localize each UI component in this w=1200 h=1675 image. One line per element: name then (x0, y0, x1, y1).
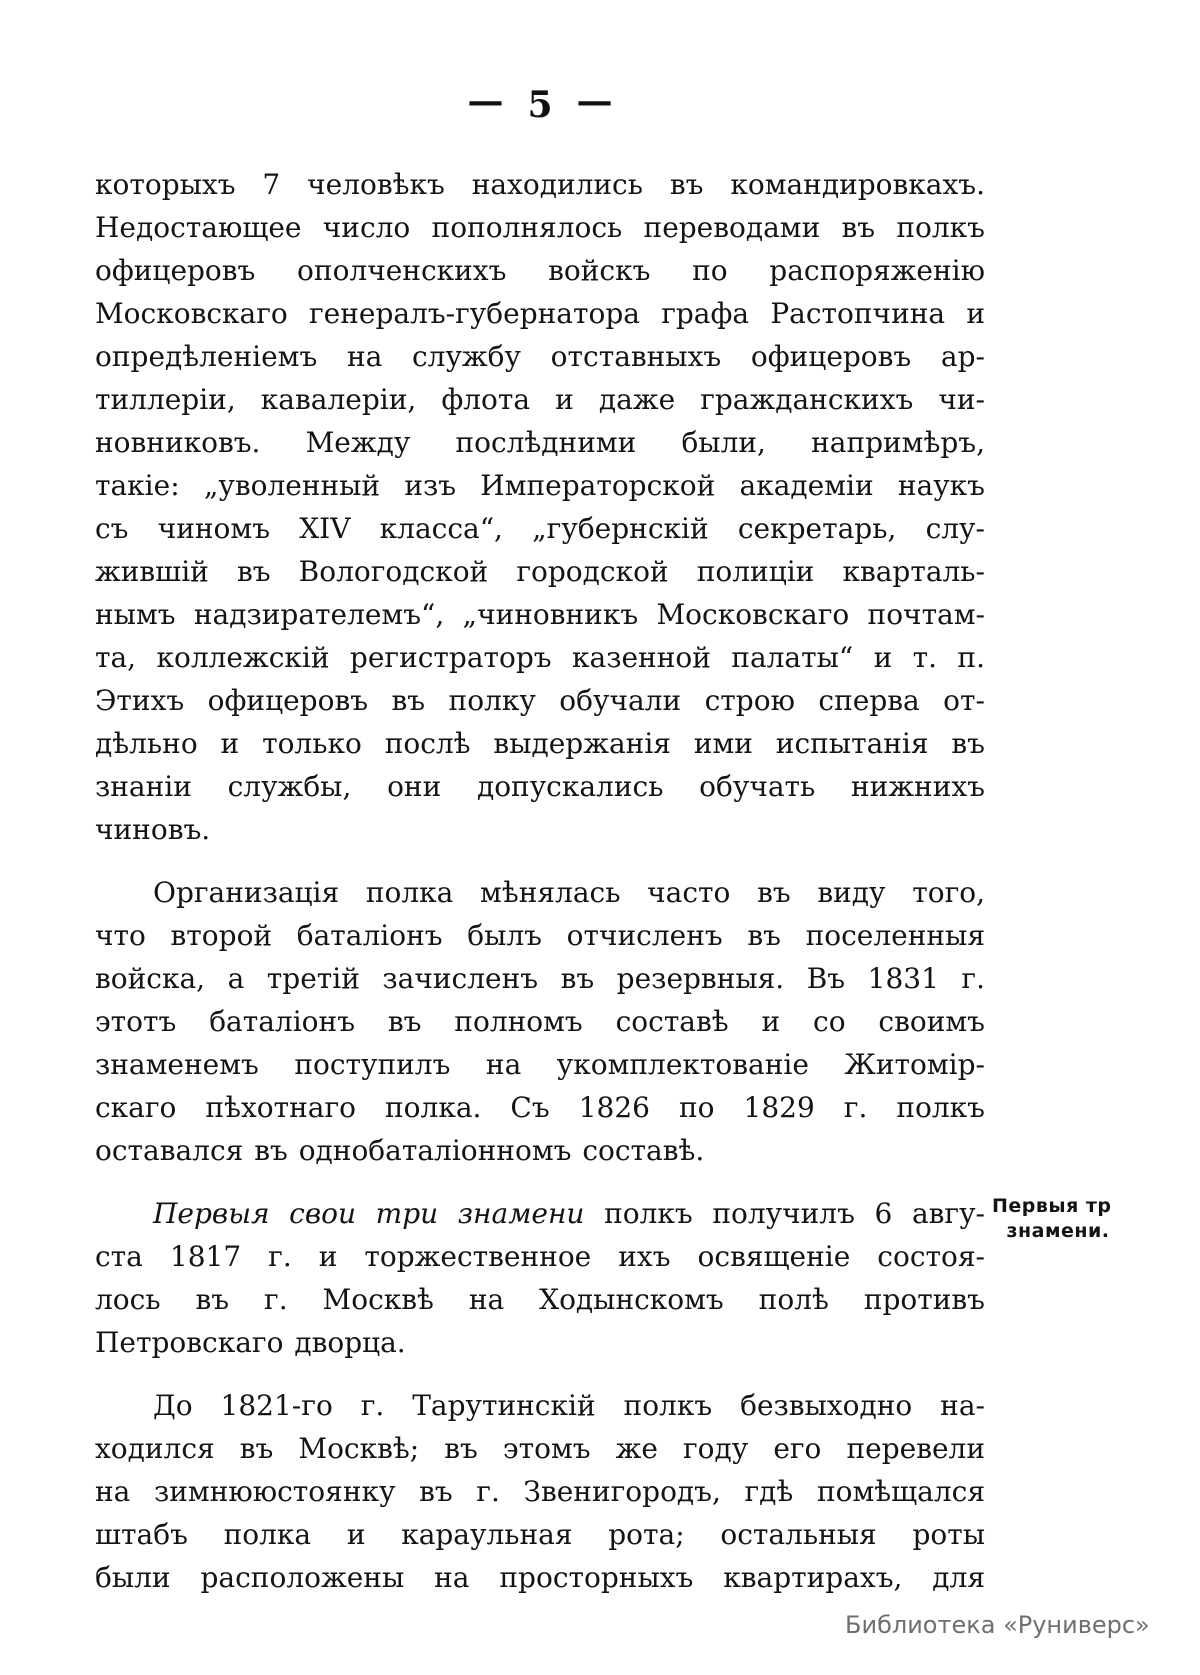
text-line: Московскаго генералъ-губернатора графа Растопчина и (95, 297, 985, 330)
text-line: оставался въ однобаталіонномъ составѣ. (95, 1134, 705, 1167)
text-line: войска, а третій зачисленъ въ резервныя. Въ 1831 г. (95, 962, 985, 995)
text-line: съ чиномъ XIV класса“, „губернскій секретарь, слу- (95, 512, 985, 545)
text-line: До 1821-го г. Тарутинскій полкъ безвыходно на- (153, 1389, 985, 1422)
text-line: скаго пѣхотнаго полка. Съ 1826 по 1829 г. полкъ (95, 1091, 985, 1124)
emphasis-italic: Первыя свои три знамени (153, 1197, 585, 1230)
text-line: такіе: „уволенный изъ Императорской академіи наукъ (95, 469, 985, 502)
text-line: были расположены на просторныхъ квартирахъ, для (95, 1561, 985, 1594)
text-line: дѣльно и только послѣ выдержанія ими испытанія въ (95, 727, 985, 760)
text-line: что второй баталіонъ былъ отчисленъ въ поселенныя (95, 919, 985, 952)
text-line: чиновъ. (95, 813, 211, 846)
text-line: та, коллежскій регистраторъ казенной палаты“ и т. п. (95, 641, 985, 674)
text-line (95, 1192, 985, 1235)
paragraph (95, 163, 985, 851)
margin-note-line: Первыя тр (992, 1195, 1112, 1217)
paragraph (95, 871, 985, 1172)
text-segment: полкъ получилъ 6 авгу- (584, 1197, 985, 1230)
text-line: Петровскаго дворца. (95, 1326, 406, 1359)
page-number: 5 (527, 84, 553, 126)
text-line: которыхъ 7 человѣкъ находились въ командировкахъ. (95, 168, 985, 201)
text-line: Этихъ офицеровъ въ полку обучали строю сперва от- (95, 684, 985, 717)
text-line: ходился въ Москвѣ; въ этомъ же году его перевели (95, 1432, 985, 1465)
text-line: знаменемъ поступилъ на укомплектованіе Житомір- (95, 1048, 985, 1081)
text-line: жившій въ Вологодской городской полиціи кварталь- (95, 555, 985, 588)
text-line: лось въ г. Москвѣ на Ходынскомъ полѣ противъ (95, 1283, 985, 1316)
margin-note-line: знамени. (1006, 1220, 1110, 1242)
body-text (95, 163, 985, 1599)
library-watermark: Библиотека «Руниверс» (845, 1611, 1150, 1639)
header-dash-right: — (576, 80, 613, 122)
text-line: Недостающее число пополнялось переводами въ полкъ (95, 211, 985, 244)
text-line: опредѣленіемъ на службу отставныхъ офицеровъ ар- (95, 340, 985, 373)
text-line: штабъ полка и караульная рота; остальныя роты (95, 1518, 985, 1551)
text-line: нымъ надзирателемъ“, „чиновникъ Московскаго почтам- (95, 598, 985, 631)
paragraph (95, 1384, 985, 1599)
text-line: новниковъ. Между послѣдними были, напримѣръ, (95, 426, 985, 459)
page-header (95, 80, 985, 126)
header-dash-left: — (467, 80, 504, 122)
text-line: тиллеріи, кавалеріи, флота и даже гражданскихъ чи- (95, 383, 985, 416)
text-line: ста 1817 г. и торжественное ихъ освященіе состоя- (95, 1240, 985, 1273)
text-line: офицеровъ ополченскихъ войскъ по распоряженію (95, 254, 985, 287)
margin-note (992, 1194, 1124, 1244)
paragraph (95, 1192, 985, 1364)
text-line: этотъ баталіонъ въ полномъ составѣ и со своимъ (95, 1005, 985, 1038)
text-line: знаніи службы, они допускались обучать нижнихъ (95, 770, 985, 803)
text-line: на зимнююстоянку въ г. Звенигородъ, гдѣ помѣщался (95, 1475, 985, 1508)
text-line: Организація полка мѣнялась часто въ виду того, (153, 876, 985, 909)
